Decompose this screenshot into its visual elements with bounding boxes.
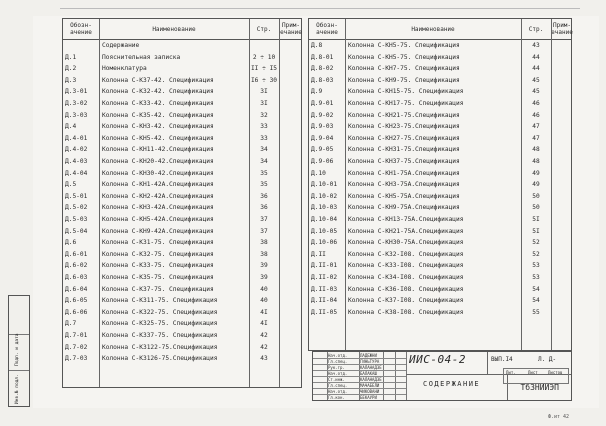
- row-name: Колонна С-КН15-75. Спецификация: [348, 88, 464, 96]
- table-row: [63, 353, 301, 365]
- row-page: 35: [260, 169, 268, 177]
- table-row: [63, 318, 301, 330]
- row-page: 39: [260, 262, 268, 270]
- row-name: Колонна С-КН30-42.Спецификация: [102, 169, 214, 177]
- row-name: Колонна С-КН1-75А.Спецификация: [348, 169, 460, 177]
- side-stamp: [8, 295, 30, 407]
- table-row: [309, 86, 571, 98]
- table-row: [63, 295, 301, 307]
- row-name: Содержание: [102, 42, 140, 49]
- row-page: 34: [260, 146, 268, 154]
- row-page: 54: [532, 297, 540, 305]
- table-row: [63, 202, 301, 214]
- table-row: [309, 260, 571, 272]
- stamp-name: БЕКАУРИ: [360, 395, 377, 400]
- contents-table-left: [62, 18, 302, 388]
- row-designation: Д.9-03: [311, 123, 334, 131]
- row-designation: Д.4-02: [65, 146, 88, 154]
- row-name: Колонна С-КН9-42А.Спецификация: [102, 227, 214, 235]
- table-row: [309, 98, 571, 110]
- table-row: [309, 110, 571, 122]
- issue-number: ВЫП.I4: [491, 356, 513, 363]
- row-page: 46: [532, 111, 540, 119]
- stamp-role: Гл.спец.: [328, 359, 348, 364]
- row-name: Колонна С-КЗ126-75.Спецификация: [102, 355, 218, 363]
- row-name: Колонна С-КЗ22-75. Спецификация: [102, 308, 218, 316]
- stamp-role: Гл.кон.: [328, 395, 345, 400]
- header-note: Прим- ечание: [280, 22, 302, 36]
- row-page: 43: [532, 42, 540, 49]
- table-row: [63, 52, 301, 64]
- table-row: [63, 179, 301, 191]
- stamp-name: ГИНЬТУРА: [360, 359, 380, 364]
- row-designation: Д.5-02: [65, 204, 88, 212]
- row-designation: Д.5-04: [65, 227, 88, 235]
- row-designation: Д.9: [311, 88, 323, 96]
- stamp-name: МАЧАБЕЛИ: [360, 383, 380, 388]
- row-page: 50: [532, 192, 540, 200]
- row-designation: Д.7: [65, 320, 77, 328]
- table-row: [309, 307, 571, 319]
- stamp-role: Нач.отд.: [328, 389, 348, 394]
- table-row: [63, 342, 301, 354]
- row-name: Номенклатура: [102, 65, 147, 73]
- row-page: 47: [532, 123, 540, 131]
- stamp-name: ЧИКОВАНИ: [360, 389, 380, 394]
- row-name: Колонна С-КЗ4-I08. Спецификация: [348, 274, 464, 281]
- row-name: Колонна С-КН2-42А.Спецификация: [102, 192, 214, 200]
- row-page: 4I: [260, 320, 268, 328]
- stamp-name: КАЛАНАДЗЕ: [360, 365, 382, 370]
- row-designation: Д.4-04: [65, 169, 88, 177]
- row-page: 48: [532, 158, 540, 165]
- row-name: Колонна С-КН11-42.Спецификация: [102, 146, 214, 154]
- table-row: [309, 295, 571, 307]
- side-label-inv: Инв.№ подл.: [15, 374, 20, 404]
- row-designation: Д.1: [65, 53, 77, 61]
- row-page: 32: [260, 111, 268, 119]
- row-designation: Д.6-03: [65, 274, 88, 281]
- row-page: 54: [532, 285, 540, 293]
- table-row: [63, 249, 301, 261]
- row-page: 33: [260, 123, 268, 131]
- row-designation: Д.6: [65, 239, 77, 247]
- row-page: 36: [260, 192, 268, 200]
- row-designation: Д.4-01: [65, 134, 88, 142]
- row-designation: Д.6-02: [65, 262, 88, 270]
- table-row: [63, 284, 301, 296]
- row-page: 49: [532, 181, 540, 189]
- row-designation: Д.10-05: [311, 227, 338, 235]
- row-page: 55: [532, 308, 540, 316]
- mini-header-lit: Лит.: [506, 370, 516, 375]
- row-designation: Д.3: [65, 76, 77, 84]
- row-name: Колонна С-КН9-75А.Спецификация: [348, 204, 460, 212]
- table-row: [63, 75, 301, 87]
- row-page: 38: [260, 239, 268, 247]
- title-block: [312, 351, 572, 401]
- table-row: [63, 133, 301, 145]
- row-page: 2 ÷ 10: [252, 53, 276, 61]
- top-border-line: [60, 8, 580, 9]
- row-name: Колонна С-КН13-75А.Спецификация: [348, 216, 464, 223]
- row-page: 40: [260, 285, 268, 293]
- row-name: Колонна С-КЗ1-75. Спецификация: [102, 239, 214, 247]
- row-page: 46: [532, 100, 540, 107]
- row-page: 43: [260, 355, 268, 363]
- row-page: 3I: [260, 88, 268, 96]
- side-label-sign: Подп. и дата: [15, 333, 20, 366]
- row-name: Колонна С-КН5-75. Спецификация: [348, 42, 460, 49]
- row-page: II ÷ I5: [250, 65, 278, 73]
- row-name: Пояснительная записка: [102, 53, 181, 61]
- row-page: 37: [260, 216, 268, 223]
- row-name: Колонна С-КЗ37-75. Спецификация: [102, 332, 218, 339]
- row-name: Колонна С-КЗ2-75. Спецификация: [102, 250, 214, 258]
- row-page: 52: [532, 239, 540, 247]
- table-row: [63, 168, 301, 180]
- stamp-title: СОДЕРЖАНИЕ: [423, 380, 481, 388]
- table-row: [63, 98, 301, 110]
- table-row: [63, 86, 301, 98]
- table-row: [309, 249, 571, 261]
- table-row: [63, 214, 301, 226]
- stamp-name: ЛАДЕЖНИ: [360, 353, 377, 358]
- row-page: 48: [532, 146, 540, 154]
- table-header: [309, 19, 571, 40]
- row-name: Колонна С-КН27-75.Спецификация: [348, 134, 460, 142]
- row-name: Колонна С-КН21-75.Спецификация: [348, 111, 460, 119]
- row-name: Колонна С-КН3-75А.Спецификация: [348, 181, 460, 189]
- row-designation: Д.7-01: [65, 332, 88, 339]
- table-row: [63, 121, 301, 133]
- row-designation: Д.10-01: [311, 181, 338, 189]
- stamp-role: Рук.гр.: [328, 365, 345, 370]
- row-page: 38: [260, 250, 268, 258]
- row-designation: Д.3-01: [65, 88, 88, 96]
- table-row: [63, 307, 301, 319]
- row-page: 47: [532, 134, 540, 142]
- row-name: Колонна С-КЗ2-I08. Спецификация: [348, 250, 464, 258]
- row-page: 33: [260, 134, 268, 142]
- row-name: Колонна С-КЗ5-42. Спецификация: [102, 111, 214, 119]
- row-page: 52: [532, 250, 540, 258]
- table-row: [309, 226, 571, 238]
- row-page: 45: [532, 76, 540, 84]
- stamp-name: БАЛАКАШ: [360, 371, 377, 376]
- row-name: Колонна С-КЗ3-75. Спецификация: [102, 262, 214, 270]
- row-name: Колонна С-КЗ7-75. Спецификация: [102, 285, 214, 293]
- row-name: Колонна С-КН37-75.Спецификация: [348, 158, 460, 165]
- row-name: Колонна С-КЗ122-75.Спецификация: [102, 343, 218, 351]
- table-row: [309, 133, 571, 145]
- table-row: [63, 63, 301, 75]
- row-designation: Д.7-02: [65, 343, 88, 351]
- row-designation: Д.II-04: [311, 297, 338, 305]
- table-row: [63, 191, 301, 203]
- row-designation: Д.5: [65, 181, 77, 189]
- row-name: Колонна С-КН5-75. Спецификация: [348, 53, 460, 61]
- row-page: 53: [532, 262, 540, 270]
- sheet-label: Л. Д-: [538, 356, 557, 363]
- mini-header-sheets: Листов: [548, 370, 563, 375]
- document-code: ИИС-04-2: [409, 353, 466, 366]
- row-page: 36: [260, 204, 268, 212]
- row-page: 49: [532, 169, 540, 177]
- row-designation: Д.3-02: [65, 100, 88, 107]
- row-page: 42: [260, 332, 268, 339]
- row-designation: Д.8-03: [311, 76, 334, 84]
- table-row: [63, 156, 301, 168]
- header-designation: Обозн- ачение: [316, 22, 338, 36]
- row-designation: Д.8-01: [311, 53, 334, 61]
- row-page: 40: [260, 297, 268, 305]
- table-row: [309, 191, 571, 203]
- table-row: [63, 144, 301, 156]
- table-row: [309, 179, 571, 191]
- row-designation: Д.2: [65, 65, 77, 73]
- row-name: Колонна С-КН5-75А.Спецификация: [348, 192, 460, 200]
- row-designation: Д.4: [65, 123, 77, 131]
- mini-header-sheet: Лист: [528, 370, 538, 375]
- table-row: [63, 272, 301, 284]
- header-note: Прим- ечание: [551, 22, 573, 36]
- row-designation: Д.6-04: [65, 285, 88, 293]
- table-row: [63, 260, 301, 272]
- row-name: Колонна С-КН20-42.Спецификация: [102, 158, 214, 165]
- table-row: [63, 237, 301, 249]
- row-designation: Д.8: [311, 42, 323, 49]
- row-designation: Д.3-03: [65, 111, 88, 119]
- table-row: [63, 40, 301, 52]
- row-name: Колонна С-КЗ2-42. Спецификация: [102, 88, 214, 96]
- row-designation: Д.II-02: [311, 274, 338, 281]
- row-name: Колонна С-КЗ5-75. Спецификация: [102, 274, 214, 281]
- table-row: [309, 63, 571, 75]
- row-designation: Д.10-06: [311, 239, 338, 247]
- table-row: [309, 168, 571, 180]
- row-designation: Д.9-01: [311, 100, 334, 107]
- row-designation: Д.II-01: [311, 262, 338, 270]
- row-page: 37: [260, 227, 268, 235]
- row-name: Колонна С-КН1-42А.Спецификация: [102, 181, 214, 189]
- table-row: [309, 237, 571, 249]
- row-name: Колонна С-КН30-75А.Спецификация: [348, 239, 464, 247]
- row-name: Колонна С-КН5-42А.Спецификация: [102, 216, 214, 223]
- row-page: 39: [260, 274, 268, 281]
- row-name: Колонна С-КЗ11-75. Спецификация: [102, 297, 218, 305]
- stamp-role: Гл.спец.: [328, 383, 348, 388]
- row-designation: Д.4-03: [65, 158, 88, 165]
- row-designation: Д.II-05: [311, 308, 338, 316]
- row-page: 5I: [532, 216, 540, 223]
- row-name: Колонна С-КЗ3-42. Спецификация: [102, 100, 214, 107]
- contents-table-right: [308, 18, 572, 351]
- row-page: 45: [532, 88, 540, 96]
- row-designation: Д.10-04: [311, 216, 338, 223]
- row-designation: Д.5-01: [65, 192, 88, 200]
- sheet-info-box: [503, 368, 569, 384]
- row-page: 44: [532, 53, 540, 61]
- row-page: 42: [260, 343, 268, 351]
- table-row: [309, 272, 571, 284]
- row-designation: Д.5-03: [65, 216, 88, 223]
- row-page: 3I: [260, 100, 268, 107]
- table-row: [63, 110, 301, 122]
- row-designation: Д.8-02: [311, 65, 334, 73]
- stamp-role: Нач.отд.: [328, 371, 348, 376]
- row-name: Колонна С-КН23-75.Спецификация: [348, 123, 460, 131]
- row-name: Колонна С-КН9-75. Спецификация: [348, 76, 460, 84]
- row-page: 50: [532, 204, 540, 212]
- stamp-role: Ст.инж.: [328, 377, 345, 382]
- table-row: [309, 214, 571, 226]
- header-page: Стр.: [528, 25, 544, 33]
- table-row: [309, 75, 571, 87]
- row-designation: Д.II: [311, 250, 326, 258]
- organization-name: ТбЗНИИЭП: [520, 383, 559, 392]
- row-name: Колонна С-КН5-42. Спецификация: [102, 134, 214, 142]
- row-designation: Д.9-05: [311, 146, 334, 154]
- row-name: Колонна С-КЗ7-I08. Спецификация: [348, 297, 464, 305]
- row-designation: Д.6-06: [65, 308, 88, 316]
- table-row: [309, 144, 571, 156]
- row-page: 5I: [532, 227, 540, 235]
- row-designation: Д.II-03: [311, 285, 338, 293]
- row-name: Колонна С-КН7-75. Спецификация: [348, 65, 460, 73]
- row-name: Колонна С-КЗ7-42. Спецификация: [102, 76, 214, 84]
- footnote: Ф.ит 42: [548, 414, 570, 420]
- row-name: Колонна С-КН3-42. Спецификация: [102, 123, 214, 131]
- table-row: [63, 330, 301, 342]
- table-row: [309, 156, 571, 168]
- table-row: [309, 284, 571, 296]
- row-page: 34: [260, 158, 268, 165]
- stamp-role: Нач.отд.: [328, 353, 348, 358]
- row-designation: Д.10-02: [311, 192, 338, 200]
- row-designation: Д.9-06: [311, 158, 334, 165]
- row-designation: Д.6-05: [65, 297, 88, 305]
- table-row: [309, 40, 571, 52]
- header-designation: Обозн- ачение: [70, 22, 92, 36]
- row-designation: Д.7-03: [65, 355, 88, 363]
- row-page: 4I: [260, 308, 268, 316]
- row-name: Колонна С-КЗ8-I08. Спецификация: [348, 308, 464, 316]
- table-row: [63, 226, 301, 238]
- row-designation: Д.9-02: [311, 111, 334, 119]
- row-designation: Д.9-04: [311, 134, 334, 142]
- row-name: Колонна С-КЗ6-I08. Спецификация: [348, 285, 464, 293]
- row-name: Колонна С-КЗ3-I08. Спецификация: [348, 262, 464, 270]
- header-page: Стр.: [256, 25, 272, 33]
- row-page: 44: [532, 65, 540, 73]
- row-page: 35: [260, 181, 268, 189]
- row-name: Колонна С-КН17-75. Спецификация: [348, 100, 464, 107]
- row-designation: Д.10: [311, 169, 326, 177]
- row-name: Колонна С-КН3-42А.Спецификация: [102, 204, 214, 212]
- header-name: Наименование: [152, 25, 196, 33]
- row-name: Колонна С-КН21-75А.Спецификация: [348, 227, 464, 235]
- table-row: [309, 52, 571, 64]
- table-row: [309, 121, 571, 133]
- row-designation: Д.10-03: [311, 204, 338, 212]
- table-row: [309, 202, 571, 214]
- row-designation: Д.6-01: [65, 250, 88, 258]
- row-name: Колонна С-КЗ25-75. Спецификация: [102, 320, 218, 328]
- stamp-name: КАЛАНАДЗЕ: [360, 377, 382, 382]
- header-name: Наименование: [411, 25, 455, 33]
- row-name: Колонна С-КН31-75.Спецификация: [348, 146, 460, 154]
- row-page: I6 ÷ 30: [250, 76, 278, 84]
- row-page: 53: [532, 274, 540, 281]
